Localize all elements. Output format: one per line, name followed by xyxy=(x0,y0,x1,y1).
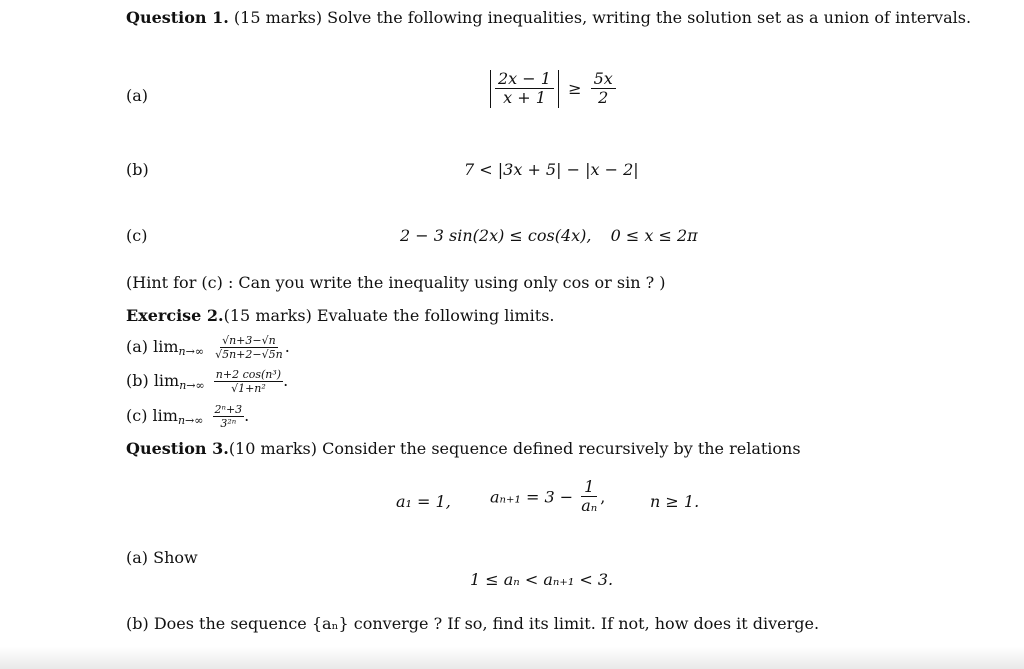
ex2-text: (15 marks) Evaluate the following limits. xyxy=(223,306,555,325)
bottom-shadow xyxy=(0,647,1024,669)
ex2c-sub: n→∞ xyxy=(177,414,204,428)
q3-statement xyxy=(126,439,801,458)
q1a-rhs-fraction xyxy=(591,70,616,108)
q1a-rhs-denominator: 2 xyxy=(598,88,609,108)
q1a-expression xyxy=(490,70,616,108)
q1c-label: (c) xyxy=(126,226,148,245)
ex2b: (b) $\lim_{n\to\infty}$ $\frac{\text{n+2 cos(n³)}}{\text{√1+n²}}$ . xyxy=(126,368,289,396)
q1a-relation: ≥ xyxy=(568,79,582,99)
q1c-expression xyxy=(400,226,698,245)
q1-text: (15 marks) Solve the following inequalities, writing the solution set as a union of intervals. xyxy=(228,8,972,27)
q1a-rhs-numerator: 5x xyxy=(591,70,616,89)
ex2b-denominator: √1+n² xyxy=(231,382,266,396)
q1c-domain: 0 ≤ x ≤ 2π xyxy=(610,226,698,245)
ex2c: (c) $\lim_{n\to\infty}$ $\frac{\text{2ⁿ+3}}{\text{3²ⁿ}}$ . xyxy=(126,403,250,431)
ex2a-numerator: √n+3−√n xyxy=(222,334,276,347)
q3-relation-numerator: 1 xyxy=(581,478,597,497)
q3a-expression: 1 ≤ aₙ < aₙ₊₁ < 3. xyxy=(470,570,614,589)
ex2a-sub: n→∞ xyxy=(178,345,204,359)
q3a-label: (a) Show xyxy=(126,548,198,567)
q3-relation-denominator: aₙ xyxy=(581,496,598,516)
q3-relation-fraction xyxy=(578,478,600,516)
q3-text: (10 marks) Consider the sequence defined recursively by the relations xyxy=(228,439,801,458)
q1-statement xyxy=(126,8,971,27)
q1a-label: (a) xyxy=(126,86,149,105)
q1b-expression: 7 < |3x + 5| − |x − 2| xyxy=(464,160,639,179)
ex2c-denominator: 3²ⁿ xyxy=(220,417,237,431)
q1-hint: (Hint for (c) : Can you write the inequality using only cos or sin ? ) xyxy=(126,273,666,292)
q3b-text: (b) Does the sequence {aₙ} converge ? If so, find its limit. If not, how does it diverge. xyxy=(126,614,820,633)
q1-heading: Question 1. xyxy=(126,8,229,27)
ex2-heading: Exercise 2. xyxy=(126,306,224,325)
q1a-numerator: 2x − 1 xyxy=(495,70,554,89)
q3-relation-initial: a₁ = 1, xyxy=(396,492,451,511)
ex2a: (a) $\lim_{n\to\infty}$ $\frac{√n+3-√n}{√5n+2-√5n}$ . xyxy=(126,334,290,362)
ex2b-numerator: n+2 cos(n³) xyxy=(215,368,282,381)
ex2a-label: (a) lim xyxy=(126,337,179,357)
ex2a-denominator: √5n+2−√5n xyxy=(215,348,283,362)
q3-relation-lhs: aₙ₊₁ = 3 − xyxy=(490,487,574,507)
q3-relation-range: n ≥ 1. xyxy=(650,492,700,511)
ex2c-label: (c) lim xyxy=(126,406,178,426)
ex2c-fraction xyxy=(213,403,245,430)
q1b-label: (b) xyxy=(126,160,149,179)
q3-relation-recursive: aₙ₊₁ = 3 − $\frac{1}{\text{aₙ}}$ , xyxy=(490,477,606,516)
ex2-statement xyxy=(126,306,555,325)
ex2a-fraction xyxy=(213,334,285,361)
q1a-abs xyxy=(490,70,559,108)
q1c-inequality: 2 − 3 sin(2x) ≤ cos(4x), xyxy=(400,226,592,245)
q3-heading: Question 3. xyxy=(126,439,229,458)
ex2b-label: (b) lim xyxy=(126,371,180,391)
q1a-fraction xyxy=(495,70,554,108)
q1a-denominator: x + 1 xyxy=(503,88,546,108)
ex2b-fraction xyxy=(214,368,283,395)
ex2b-sub: n→∞ xyxy=(179,379,205,393)
ex2c-numerator: 2ⁿ+3 xyxy=(214,403,243,416)
